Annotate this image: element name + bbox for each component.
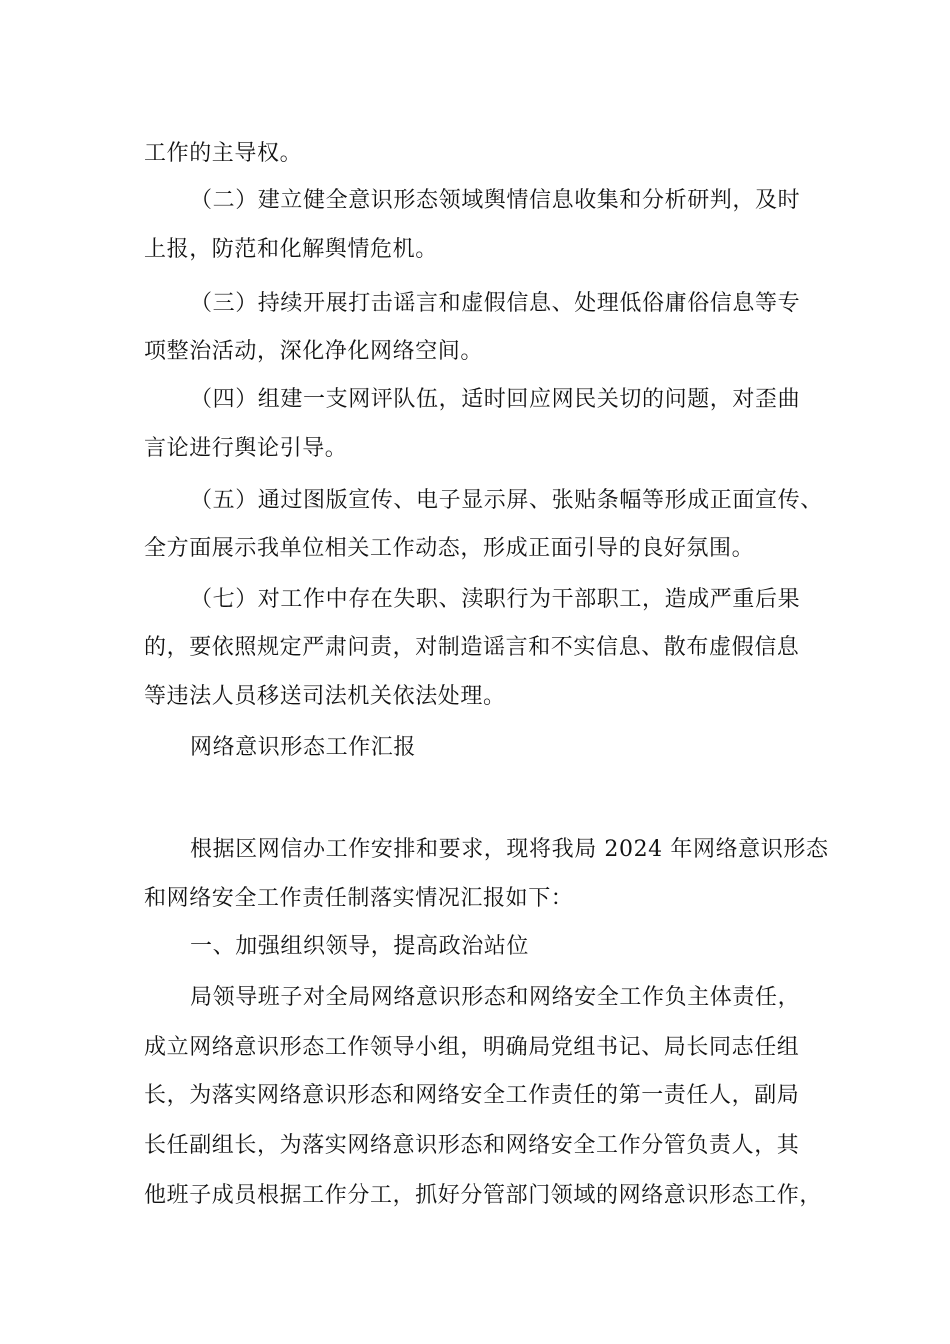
paragraph-line: （二）建立健全意识形态领域舆情信息收集和分析研判，及时 — [190, 188, 801, 213]
paragraph-line: 项整治活动，深化净化网络空间。 — [144, 339, 484, 364]
paragraph-line: 成立网络意识形态工作领导小组，明确局党组书记、局长同志任组 — [144, 1035, 800, 1060]
paragraph-line: 根据区网信办工作安排和要求，现将我局 2024 年网络意识形态 — [190, 837, 829, 862]
paragraph-line: 的，要依照规定严肃问责，对制造谣言和不实信息、散布虚假信息 — [144, 635, 800, 660]
paragraph-line: （五）通过图版宣传、电子显示屏、张贴条幅等形成正面宣传、 — [190, 488, 823, 513]
paragraph-line: 言论进行舆论引导。 — [144, 436, 348, 461]
paragraph-line: 全方面展示我单位相关工作动态，形成正面引导的良好氛围。 — [144, 536, 755, 561]
paragraph-line: 局领导班子对全局网络意识形态和网络安全工作负主体责任， — [190, 985, 801, 1010]
paragraph-line: 等违法人员移送司法机关依法处理。 — [144, 684, 506, 709]
section-heading: 一、加强组织领导，提高政治站位 — [190, 934, 530, 959]
paragraph-line: 上报，防范和化解舆情危机。 — [144, 237, 438, 262]
paragraph-line: 长任副组长，为落实网络意识形态和网络安全工作分管负责人，其 — [144, 1133, 800, 1158]
paragraph-line: （七）对工作中存在失职、渎职行为干部职工，造成严重后果 — [190, 587, 801, 612]
paragraph-line: （三）持续开展打击谣言和虚假信息、处理低俗庸俗信息等专 — [190, 291, 801, 316]
section-title: 网络意识形态工作汇报 — [190, 735, 417, 760]
paragraph-line: （四）组建一支网评队伍，适时回应网民关切的问题，对歪曲 — [190, 387, 801, 412]
paragraph-line: 和网络安全工作责任制落实情况汇报如下： — [144, 886, 574, 911]
paragraph-line: 工作的主导权。 — [144, 141, 303, 166]
paragraph-line: 他班子成员根据工作分工，抓好分管部门领域的网络意识形态工作， — [144, 1183, 823, 1208]
paragraph-line: 长，为落实网络意识形态和网络安全工作责任的第一责任人，副局 — [144, 1083, 800, 1108]
